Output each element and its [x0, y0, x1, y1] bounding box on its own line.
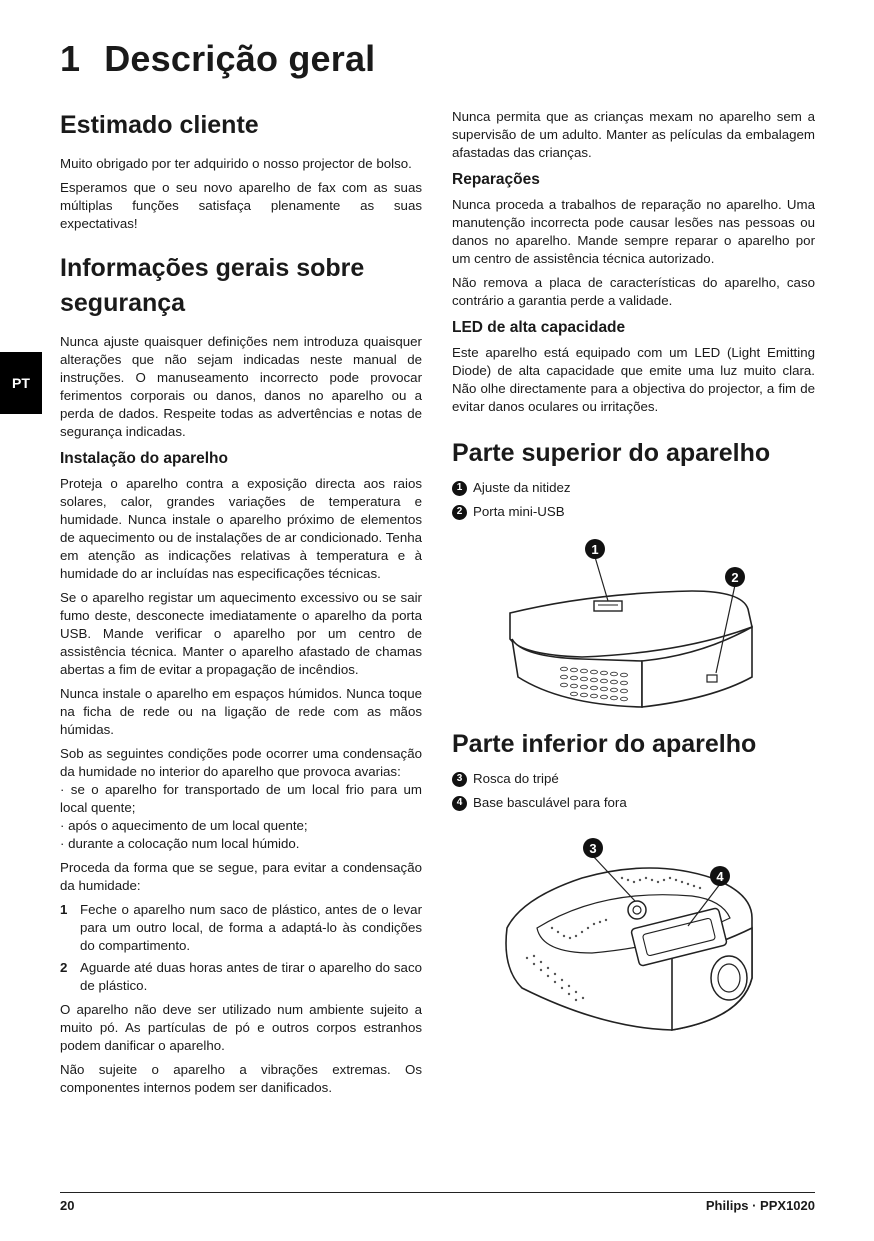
heading-parte-superior: Parte superior do aparelho — [452, 439, 771, 467]
condition-item: · durante a colocação num local húmido. — [60, 836, 300, 851]
step-number: 2 — [60, 960, 68, 975]
legend-label: Rosca do tripé — [473, 771, 559, 786]
legend-label: Base basculável para fora — [473, 795, 627, 810]
heading-seguranca: Informações gerais sobre segurança — [60, 254, 365, 317]
list-item — [60, 959, 422, 995]
legend-label: Porta mini-USB — [473, 504, 565, 519]
steps-list — [60, 901, 422, 995]
callout-1: 1 — [591, 542, 599, 557]
paragraph: Nunca ajuste quaisquer definições nem introduza quaisquer alterações que não sejam indicadas neste manual de instruções. O manuseamento incorrecto pode provocar ferimentos corporais ou danos, danos no aparelho ou a perda de dados. Respeite todas as advertências e notas de segurança indicadas. — [60, 334, 422, 439]
step-number: 1 — [60, 902, 68, 917]
number-badge: 4 — [452, 796, 467, 811]
projector-bottom-illustration — [452, 818, 815, 1048]
number-badge: 3 — [452, 772, 467, 787]
number-badge: 1 — [452, 481, 467, 496]
condition-item: · após o aquecimento de um local quente; — [60, 818, 308, 833]
list-item — [60, 901, 422, 955]
left-column — [60, 108, 422, 1103]
legend-item — [452, 479, 815, 497]
legend-item — [452, 770, 815, 788]
heading-estimado-cliente: Estimado cliente — [60, 111, 259, 139]
paragraph: Este aparelho está equipado com um LED (Light Emitting Diode) de alta capacidade que emite uma luz muito clara. Não olhe directamente para a objectiva do projector, a fim de evitar danos oculares ou irritações. — [452, 345, 815, 414]
step-text: Aguarde até duas horas antes de tirar o aparelho do saco de plástico. — [80, 960, 422, 993]
callout-4: 4 — [716, 869, 724, 884]
projector-top-illustration — [452, 527, 815, 717]
paragraph: Sob as seguintes condições pode ocorrer uma condensação da humidade no interior do aparelho que provoca avarias: — [60, 746, 422, 779]
paragraph: Não sujeite o aparelho a vibrações extremas. Os componentes internos podem ser danificados. — [60, 1062, 422, 1095]
heading-instalacao: Instalação do aparelho — [60, 450, 228, 467]
legend-label: Ajuste da nitidez — [473, 480, 571, 495]
paragraph: Proteja o aparelho contra a exposição directa aos raios solares, calor, grandes variações de temperatura e humidade. Nunca instale o aparelho próximo de elementos de aquecimento ou de instalações de ar condicionado. Tenha em atenção as indicações relativas à temperatura e à humidade do ar incluídas nas especificações técnicas. — [60, 476, 422, 581]
heading-parte-inferior: Parte inferior do aparelho — [452, 730, 757, 758]
footer-brand: Philips · PPX1020 — [705, 1198, 815, 1213]
chapter-number: 1 — [60, 38, 81, 79]
paragraph: Esperamos que o seu novo aparelho de fax com as suas múltiplas funções satisfaça plenamente as suas expectativas! — [60, 180, 422, 231]
paragraph: Nunca proceda a trabalhos de reparação no aparelho. Uma manutenção incorrecta pode causar lesões nas pessoas ou danos no aparelho. Mande sempre reparar o aparelho por um centro de assistência técnica autorizado. — [452, 197, 815, 266]
chapter-title-text: Descrição geral — [104, 38, 376, 79]
paragraph: Não remova a placa de características do aparelho, caso contrário a garantia perde a validade. — [452, 275, 815, 308]
page-number: 20 — [60, 1198, 75, 1213]
paragraph: O aparelho não deve ser utilizado num ambiente sujeito a muito pó. As partículas de pó e outros corpos estranhos podem danificar o aparelho. — [60, 1002, 422, 1053]
chapter-title — [60, 38, 375, 80]
legend-item — [452, 503, 815, 521]
heading-led: LED de alta capacidade — [452, 319, 626, 336]
paragraph: Se o aparelho registar um aquecimento excessivo ou se sair fumo deste, desconecte imediatamente o aparelho da porta USB. Mande verificar o aparelho por um centro de assistência técnica. Manter o aparelho afastado de chamas abertas a fim de evitar a propagação de incêndios. — [60, 590, 422, 677]
right-column — [452, 108, 815, 1048]
step-text: Feche o aparelho num saco de plástico, antes de o levar para um outro local, de forma a adaptá-lo às condições do compartimento. — [80, 902, 422, 953]
callout-3: 3 — [589, 841, 597, 856]
condition-item: · se o aparelho for transportado de um local frio para um local quente; — [60, 782, 422, 815]
callout-2: 2 — [731, 570, 739, 585]
legend-item — [452, 794, 815, 812]
footer-divider — [60, 1192, 815, 1193]
heading-reparacoes: Reparações — [452, 171, 540, 188]
paragraph: Proceda da forma que se segue, para evitar a condensação da humidade: — [60, 860, 422, 893]
paragraph: Nunca permita que as crianças mexam no aparelho sem a supervisão de um adulto. Manter as películas da embalagem afastadas das crianças. — [452, 109, 815, 160]
paragraph: Muito obrigado por ter adquirido o nosso projector de bolso. — [60, 156, 412, 171]
language-tab: PT — [0, 352, 42, 414]
paragraph: Nunca instale o aparelho em espaços húmidos. Nunca toque na ficha de rede ou na ligação de rede com as mãos húmidas. — [60, 686, 422, 737]
number-badge: 2 — [452, 505, 467, 520]
